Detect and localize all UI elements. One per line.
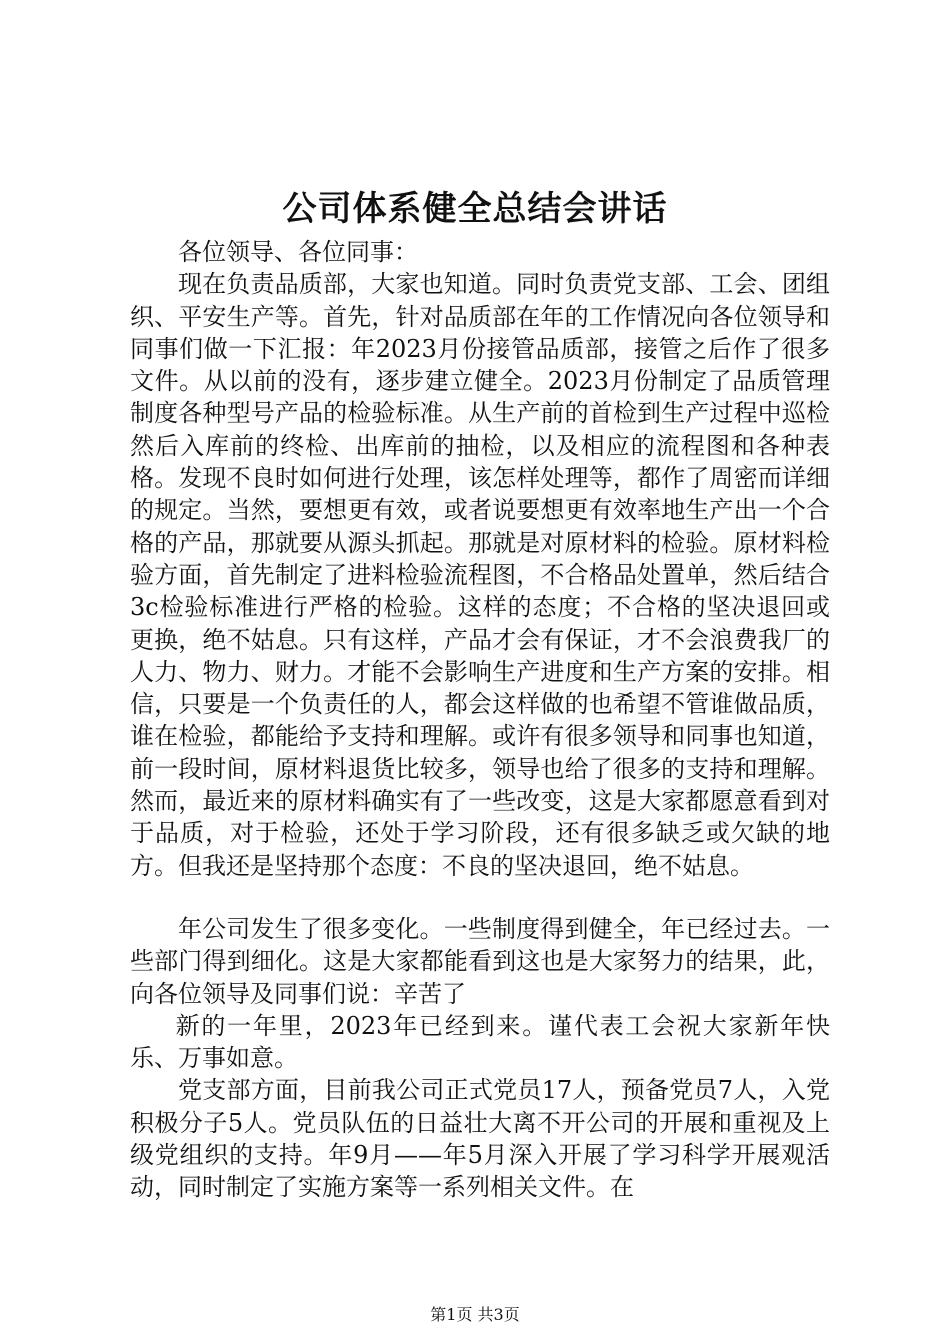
party-branch-paragraph: 党支部方面，目前我公司正式党员17人，预备党员7人，入党积极分子5人。党员队伍的日益壮大离不开公司的开展和重视及上级党组织的支持。年9月——年5月深入开展了学习科学开展观活动，同时制定了实施方案等一系列相关文件。在 xyxy=(130,1076,830,1202)
new-year-paragraph: 新的一年里，2023年已经到来。谨代表工会祝大家新年快乐、万事如意。 xyxy=(130,1011,830,1073)
page-indicator: 第1页 共3页 xyxy=(430,1305,520,1324)
document-body xyxy=(130,236,830,1204)
salutation-paragraph: 各位领导、各位同事： xyxy=(178,238,418,266)
document-title: 公司体系健全总结会讲话 xyxy=(282,189,668,229)
quality-department-paragraph: 现在负责品质部，大家也知道。同时负责党支部、工会、团组织、平安生产等。首先，针对品质部在年的工作情况向各位领导和同事们做一下汇报：年2023月份接管品质部，接管之后作了很多文件。从以前的没有，逐步建立健全。2023月份制定了品质管理制度各种型号产品的检验标准。从生产前的首检到生产过程中巡检然后入库前的终检、出库前的抽检，以及相应的流程图和各种表格。发现不良时如何进行处理，该怎样处理等，都作了周密而详细的规定。当然，要想更有效，或者说要想更有效率地生产出一个合格的产品，那就要从源头抓起。那就是对原材料的检验。原材料检验方面，首先制定了进料检验流程图，不合格品处置单，然后结合3c检验标准进行严格的检验。这样的态度；不合格的坚决退回或更换，绝不姑息。只有这样，产品才会有保证，才不会浪费我厂的人力、物力、财力。才能不会影响生产进度和生产方案的安排。相信，只要是一个负责任的人，都会这样做的也希望不管谁做品质，谁在检验，都能给予支持和理解。或许有很多领导和同事也知道，前一段时间，原材料退货比较多，领导也给了很多的支持和理解。然而，最近来的原材料确实有了一些改变，这是大家都愿意看到对于品质，对于检验，还处于学习阶段，还有很多缺乏或欠缺的地方。但我还是坚持那个态度：不良的坚决退回，绝不姑息。 xyxy=(130,270,830,880)
company-changes-paragraph: 年公司发生了很多变化。一些制度得到健全，年已经过去。一些部门得到细化。这是大家都能看到这也是大家努力的结果，此，向各位领导及同事们说：辛苦了 xyxy=(130,914,830,1008)
